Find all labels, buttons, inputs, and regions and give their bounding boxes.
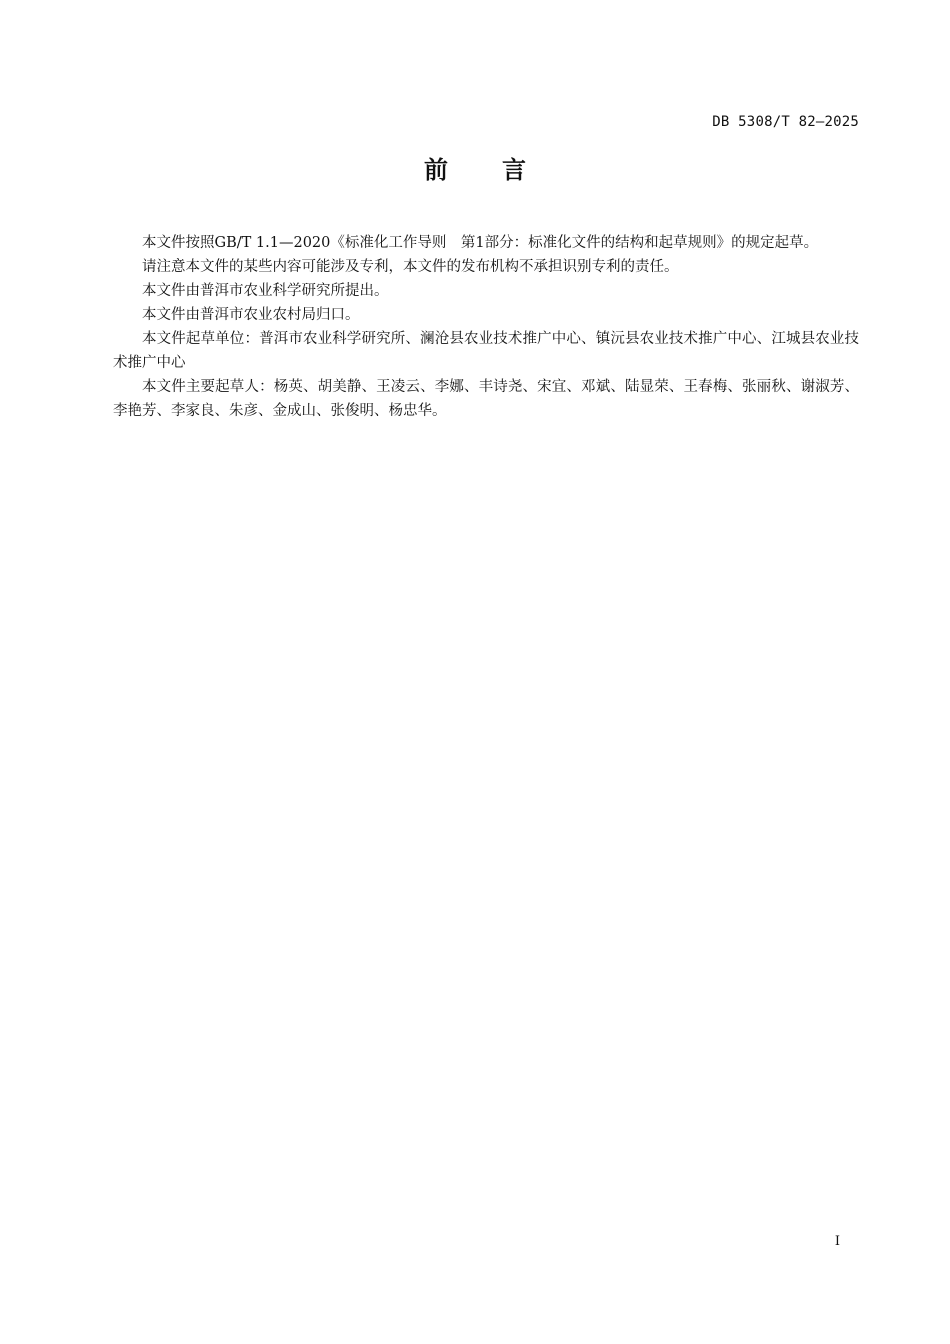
foreword-body [113, 231, 859, 423]
paragraph-patent-notice: 请注意本文件的某些内容可能涉及专利，本文件的发布机构不承担识别专利的责任。 [142, 259, 679, 275]
page-number: I [834, 1234, 840, 1249]
page-title [0, 150, 950, 185]
paragraph-proposer: 本文件由普洱市农业科学研究所提出。 [142, 283, 389, 299]
paragraph-drafting-rules: 本文件按照GB/T 1.1—2020《标准化工作导则 第1部分：标准化文件的结构和起草规则》的规定起草。 [142, 235, 819, 251]
title-char-1: 前 [424, 156, 448, 184]
title-char-2: 言 [502, 156, 526, 184]
paragraph-administrator: 本文件由普洱市农业农村局归口。 [142, 307, 360, 323]
document-code: DB 5308/T 82—2025 [712, 114, 859, 130]
paragraph-drafters: 本文件主要起草人：杨英、胡美静、王凌云、李娜、丰诗尧、宋宜、邓斌、陆显荣、王春梅、张丽秋、谢淑芳、李艳芳、李家良、朱彦、金成山、张俊明、杨忠华。 [113, 379, 859, 419]
paragraph-drafting-units: 本文件起草单位：普洱市农业科学研究所、澜沧县农业技术推广中心、镇沅县农业技术推广中心、江城县农业技术推广中心 [113, 331, 859, 371]
